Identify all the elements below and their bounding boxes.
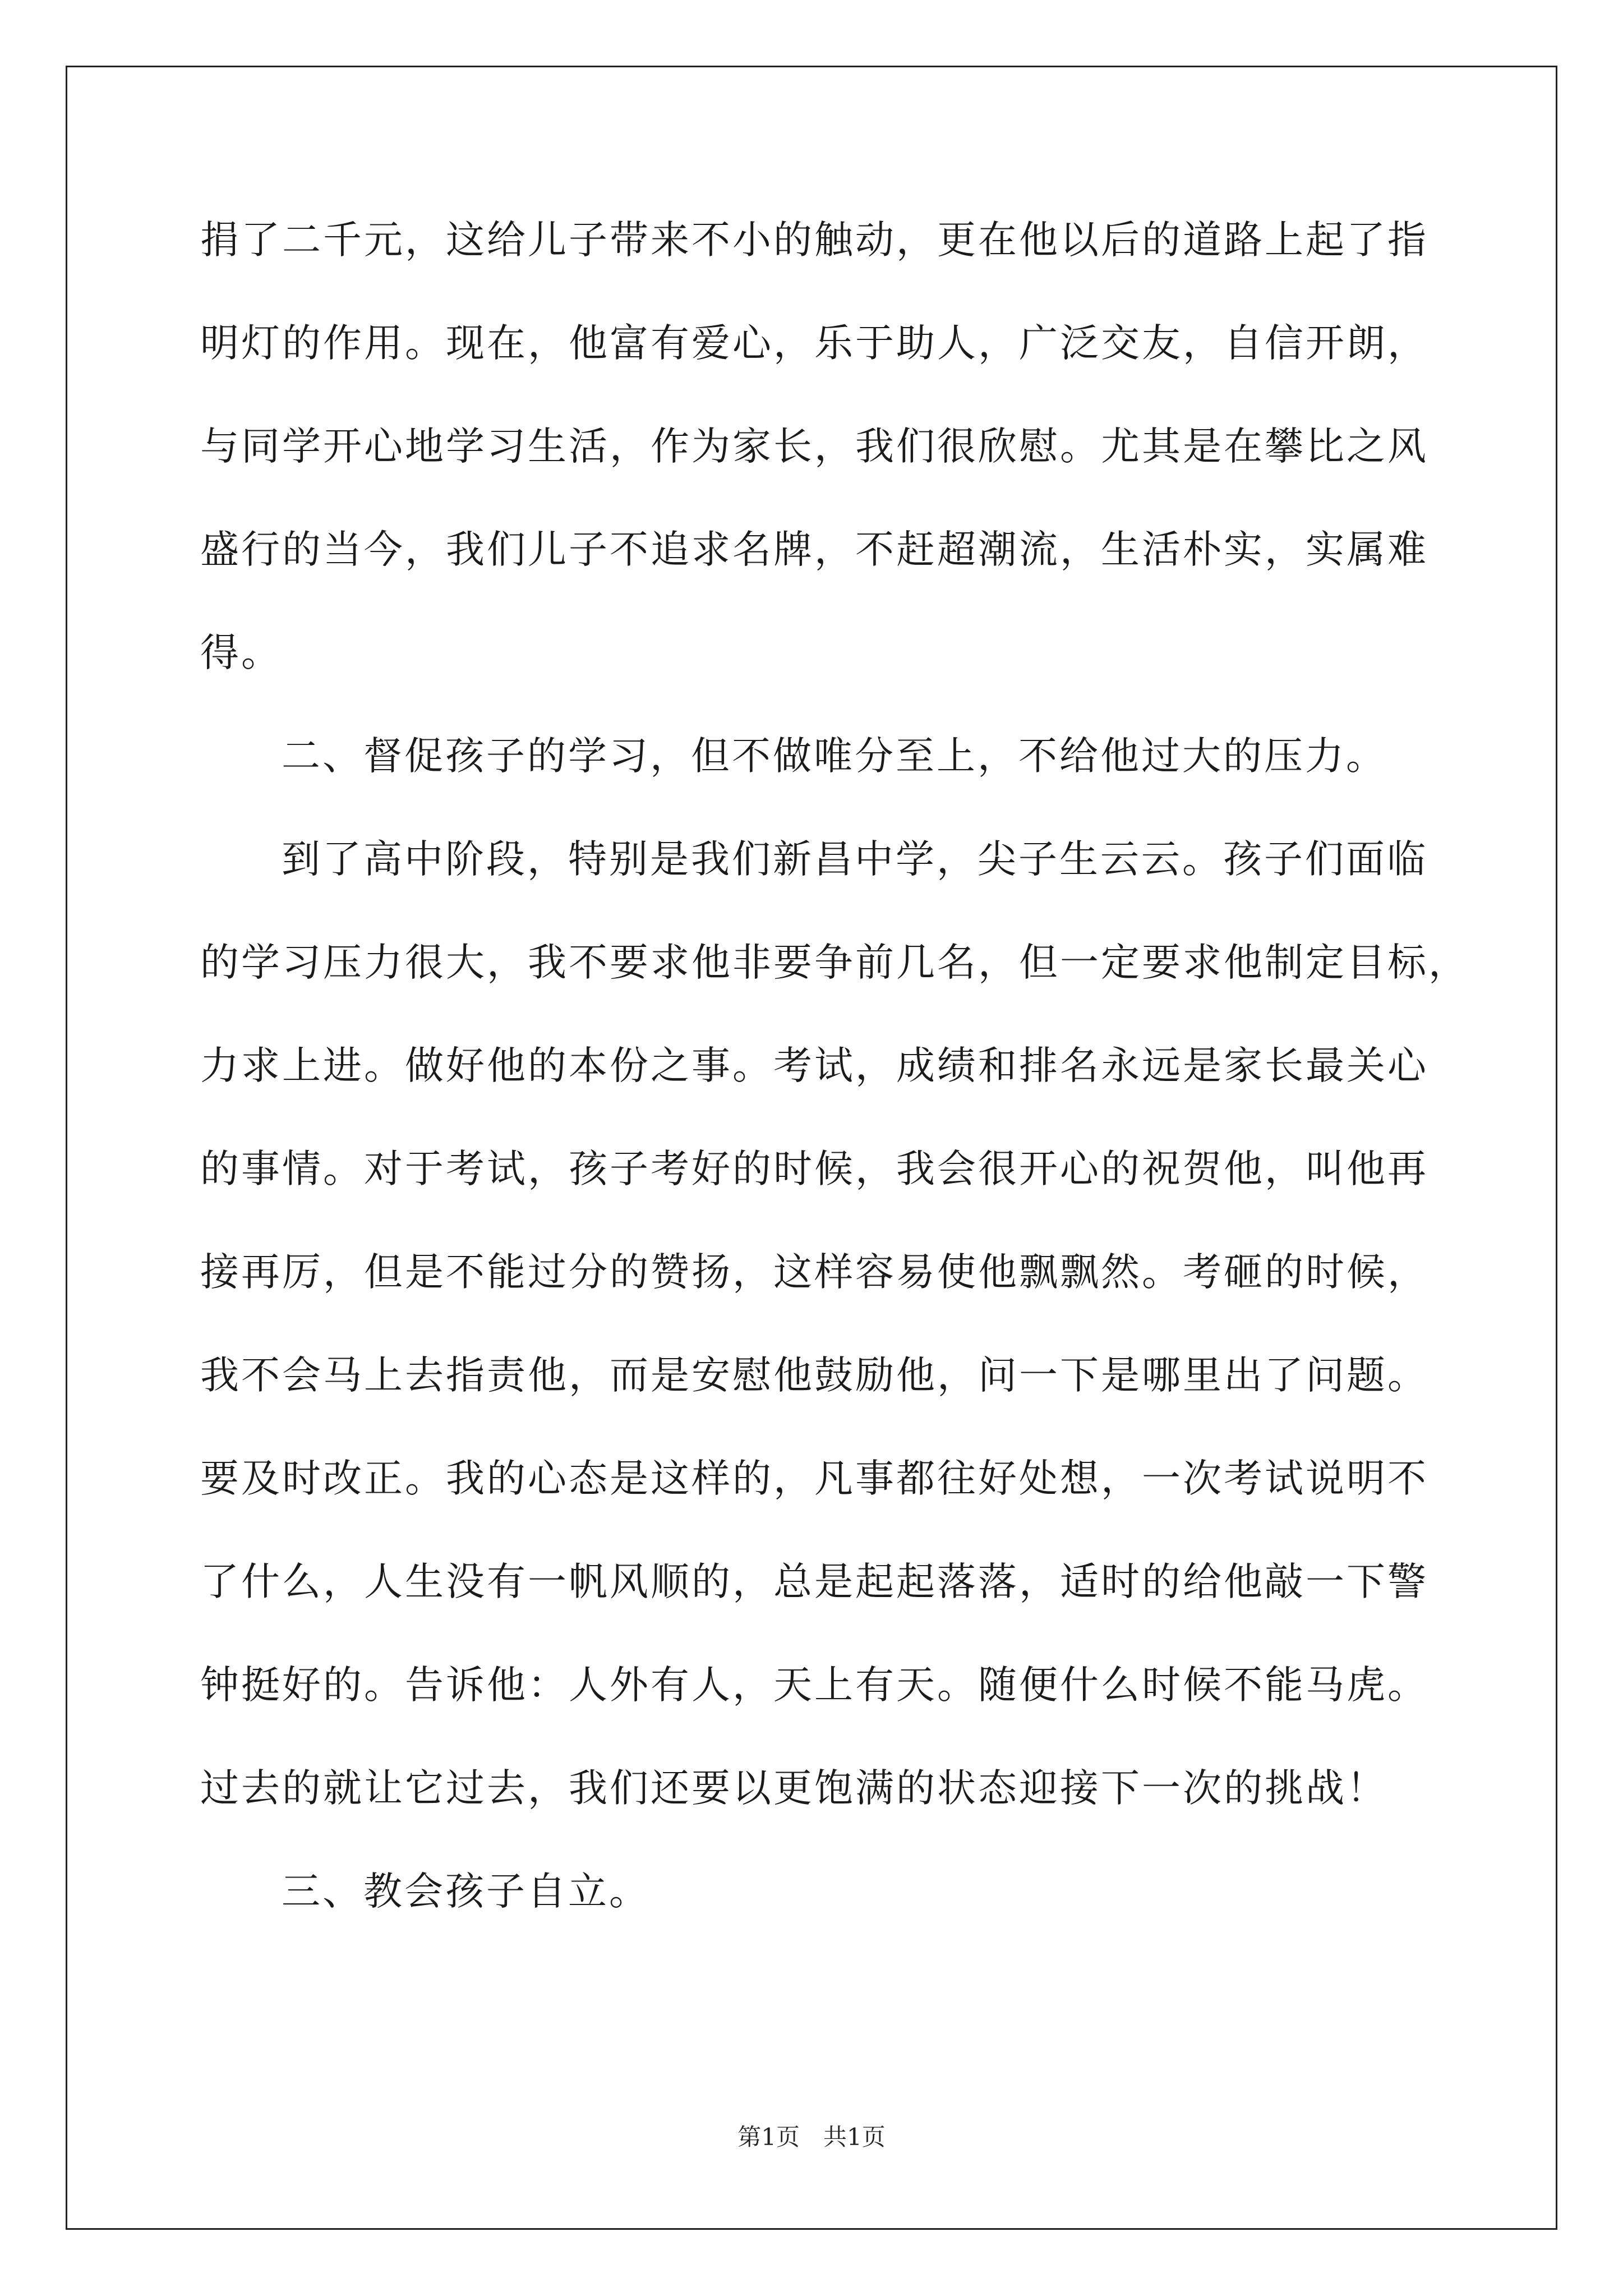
- text-line: 的事情。对于考试，孩子考好的时候，我会很开心的祝贺他，叫他再: [200, 1147, 1428, 1191]
- page-number-footer: 第1页 共1页: [737, 2123, 886, 2151]
- text-line: 了什么，人生没有一帆风顺的，总是起起落落，适时的给他敲一下警: [200, 1559, 1428, 1604]
- document-body: [200, 213, 1469, 1968]
- text-line: 要及时改正。我的心态是这样的，凡事都往好处想，一次考试说明不: [200, 1456, 1428, 1501]
- text-line: 捐了二千元，这给儿子带来不小的触动，更在他以后的道路上起了指: [200, 218, 1428, 263]
- section-heading: 二、督促孩子的学习，但不做唯分至上，不给他过大的压力。: [282, 734, 1387, 779]
- text-line: 过去的就让它过去，我们还要以更饱满的状态迎接下一次的挑战！: [200, 1766, 1387, 1811]
- text-line: 力求上进。做好他的本份之事。考试，成绩和排名永远是家长最关心: [200, 1043, 1428, 1088]
- text-line: 盛行的当今，我们儿子不追求名牌，不赶超潮流，生活朴实，实属难: [200, 527, 1428, 572]
- section-heading: 三、教会孩子自立。: [282, 1869, 650, 1914]
- text-line: 的学习压力很大，我不要求他非要争前几名，但一定要求他制定目标，: [200, 940, 1469, 985]
- text-line: 我不会马上去指责他，而是安慰他鼓励他，问一下是哪里出了问题。: [200, 1353, 1428, 1398]
- text-line: 明灯的作用。现在，他富有爱心，乐于助人，广泛交友，自信开朗，: [200, 321, 1428, 366]
- text-line: 得。: [200, 631, 282, 675]
- text-line: 钟挺好的。告诉他：人外有人，天上有天。随便什么时候不能马虎。: [200, 1663, 1428, 1708]
- text-line: 接再厉，但是不能过分的赞扬，这样容易使他飘飘然。考砸的时候，: [200, 1250, 1428, 1295]
- text-line: 与同学开心地学习生活，作为家长，我们很欣慰。尤其是在攀比之风: [200, 424, 1428, 469]
- paragraph-first-line: 到了高中阶段，特别是我们新昌中学，尖子生云云。孩子们面临: [282, 837, 1428, 882]
